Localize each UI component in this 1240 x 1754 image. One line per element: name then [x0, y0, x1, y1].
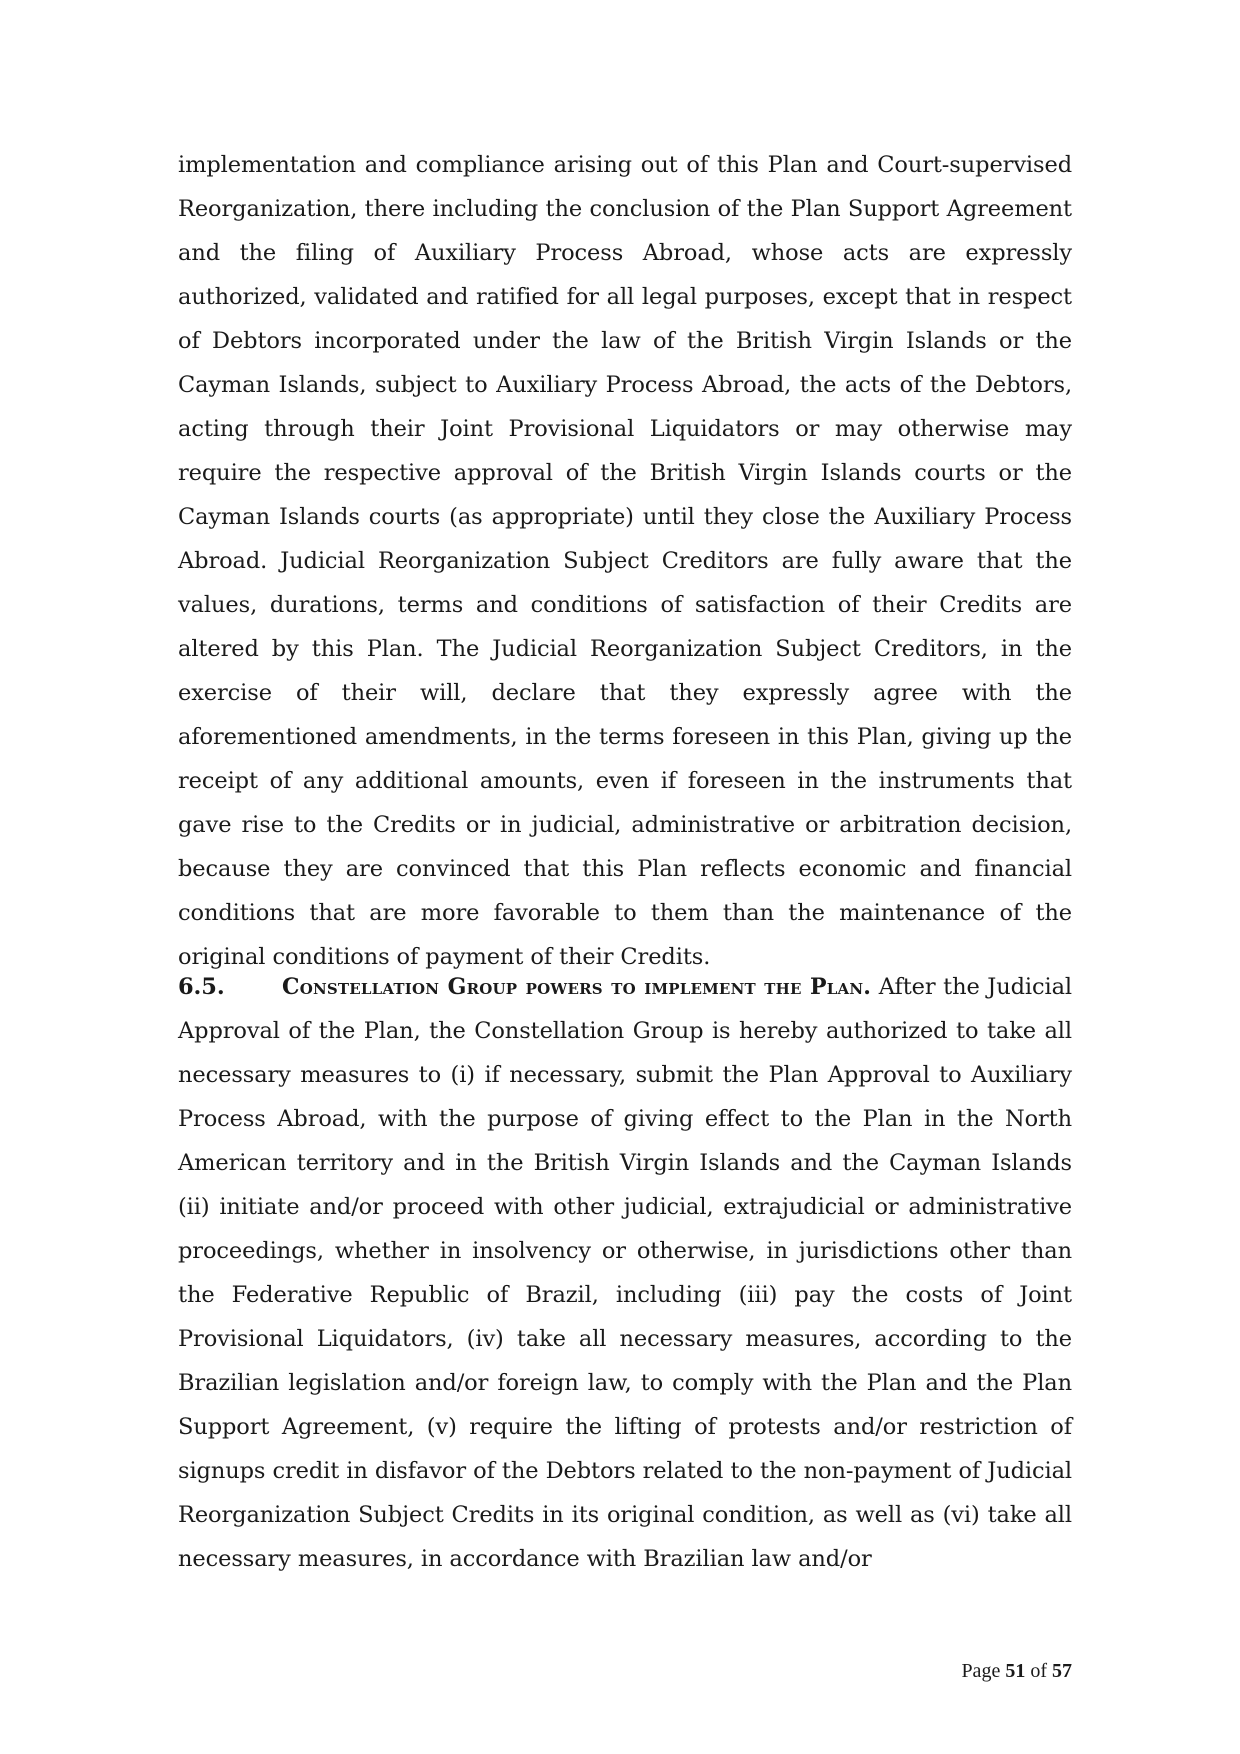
page-total: 57 — [1052, 1660, 1072, 1682]
page-label: Page — [961, 1660, 1001, 1682]
section-body-text: After the Judicial Approval of the Plan, the Constellation Group is hereby authorized to take all necessary measures to (i) if necessary, submit the Plan Approval to Auxiliary Process Abroad, with the purpose of giving effect to the Plan in the North American territory and in the British Virgin Islands and the Cayman Islands (ii) initiate and/or proceed with other judicial, extrajudicial or administrative proceedings, whether in insolvency or otherwise, in jurisdictions other than the Federative Republic of Brazil, including (iii) pay the costs of Joint Provisional Liquidators, (iv) take all necessary measures, according to the Brazilian legislation and/or foreign law, to comply with the Plan and the Plan Support Agreement, (v) require the lifting of protests and/or restriction of signups credit in disfavor of the Debtors related to the non-payment of Judicial Reorganization Subject Credits in its original condition, as well as (vi) take all necessary measures, in accordance with Brazilian law and/or — [178, 974, 1073, 1572]
page-number: 51 — [1005, 1660, 1026, 1682]
section-number: 6.5. — [178, 974, 225, 1000]
section-title: Constellation Group powers to implement the Plan. — [282, 974, 872, 1000]
paragraph-continuation: implementation and compliance arising out of this Plan and Court-supervised Reorganization, there including the conclusion of the Plan Support Agreement and the filing of Auxiliary Process Abroad, whose acts are expressly authorized, validated and ratified for all legal purposes, except that in respect of Debtors incorporated under the law of the British Virgin Islands or the Cayman Islands, subject to Auxiliary Process Abroad, the acts of the Debtors, acting through their Joint Provisional Liquidators or may otherwise may require the respective approval of the British Virgin Islands courts or the Cayman Islands courts (as appropriate) until they close the Auxiliary Process Abroad. Judicial Reorganization Subject Creditors are fully aware that the values, durations, terms and conditions of satisfaction of their Credits are altered by this Plan. The Judicial Reorganization Subject Creditors, in the exercise of their will, declare that they expressly agree with the aforementioned amendments, in the terms foreseen in this Plan, giving up the receipt of any additional amounts, even if foreseen in the instruments that gave rise to the Credits or in judicial, administrative or arbitration decision, because they are convinced that this Plan reflects economic and financial conditions that are more favorable to them than the maintenance of the original conditions of payment of their Credits. — [178, 152, 1072, 970]
page-footer — [961, 1660, 1072, 1683]
section-6-5-paragraph — [178, 965, 1072, 1581]
of-label: of — [1030, 1660, 1047, 1682]
